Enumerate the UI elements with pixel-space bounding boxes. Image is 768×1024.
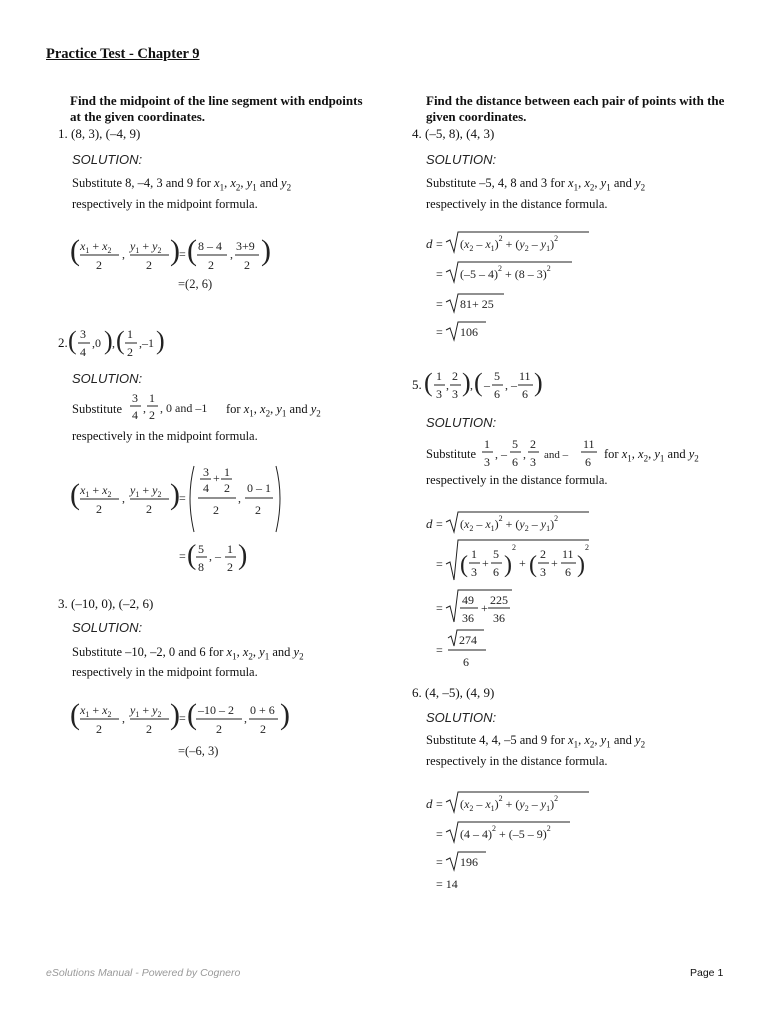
svg-text:2: 2 [149,408,155,422]
distance-formula-6 [424,788,604,898]
problem-number: 2. [58,335,68,350]
svg-text:1: 1 [149,391,155,405]
svg-text:11: 11 [583,437,595,451]
midpoint-formula-2 [64,460,289,578]
svg-text:=: = [436,601,443,615]
svg-text:3: 3 [530,455,536,469]
respectively-line: respectively in the midpoint formula. [72,197,258,211]
svg-text:4: 4 [80,345,86,359]
svg-text:–10 – 2: –10 – 2 [198,703,234,717]
substitute-line [426,446,476,462]
svg-text:1: 1 [436,369,442,383]
problem-1-label [58,126,140,142]
svg-text:5: 5 [198,542,204,556]
svg-text:3: 3 [436,387,442,401]
vars-line: for $x_1$, $x_2$, $y_1$ and $y_2$ [226,402,321,419]
svg-text:2: 2 [96,722,102,736]
svg-text:1: 1 [224,465,230,479]
svg-text:): ) [577,552,585,578]
svg-text:2: 2 [260,722,266,736]
svg-text:2: 2 [512,543,516,552]
svg-text:): ) [238,540,248,571]
svg-text:2: 2 [208,258,214,272]
problem-points: (8, 3), (–4, 9) [71,126,141,141]
svg-text:): ) [504,552,512,578]
svg-text:(: ( [70,478,80,511]
svg-text:5: 5 [494,369,500,383]
substitute-text: Substitute 4, 4, –5 and 9 for [426,733,565,747]
svg-text:(: ( [68,326,77,355]
svg-text:,: , [523,447,526,461]
svg-text:): ) [170,234,180,267]
substitute-text: Substitute [426,447,477,461]
svg-text:2: 2 [146,502,152,516]
svg-text:+: + [482,556,489,570]
svg-text:1: 1 [227,542,233,556]
page-title: Practice Test - Chapter 9 [46,46,200,62]
svg-text:1: 1 [127,327,133,341]
svg-text:=: = [436,827,443,841]
svg-text:, –: , – [209,549,221,563]
problem-2-label [58,335,68,351]
svg-text:3: 3 [484,455,490,469]
svg-text:2: 2 [224,481,230,495]
svg-text:,: , [143,401,146,415]
svg-text:d: d [426,796,433,811]
svg-text:,–1: ,–1 [139,336,154,350]
midpoint-formula-1 [64,228,284,298]
problem-2-points [68,322,168,364]
svg-text:y1 + y2: $y_1 + y_2$ [130,703,162,719]
solution-label: SOLUTION: [72,620,143,635]
svg-text:x1 + x2: $x_1 + x_2$ [80,239,112,255]
svg-text:, 0 and –1: , 0 and –1 [160,401,208,415]
svg-text:36: 36 [462,611,474,625]
problem-number: 6. [412,685,422,700]
svg-text:d: d [426,236,433,251]
svg-text:36: 36 [493,611,505,625]
svg-text:): ) [261,234,271,267]
svg-text:2: 2 [146,258,152,272]
svg-text:=: = [179,549,186,563]
svg-text:(x2 – x1)2 + (y2 – y1)2: $(x_2 - x_1)^2 + (y_2 - y_1)^2$ [460,514,559,533]
midpoint-result-1: =(2, 6) [178,277,213,291]
svg-text:(x2 – x1)2 + (y2 – y1)2: $(x_2 - x_1)^2 + (y_2 - y_1)^2$ [460,794,559,813]
svg-text:225: 225 [490,593,508,607]
respectively-line: respectively in the distance formula. [426,197,608,211]
svg-text:106: 106 [460,325,478,339]
solution-label: SOLUTION: [426,152,497,167]
svg-text:= 14: = 14 [436,877,458,891]
svg-text:2: 2 [216,722,222,736]
svg-text:(: ( [70,234,80,267]
midpoint-result-3: =(–6, 3) [178,744,219,758]
page-number: Page 1 [690,967,724,979]
svg-text:274: 274 [459,633,477,647]
svg-text:6: 6 [522,387,528,401]
svg-text:+: + [213,471,220,485]
respectively-line: respectively in the midpoint formula. [72,665,258,679]
svg-text:,: , [230,247,233,261]
svg-text:(: ( [187,698,197,731]
svg-text:2: 2 [255,503,261,517]
respectively-line: respectively in the distance formula. [426,473,608,487]
svg-text:,: , [470,378,473,392]
svg-text:): ) [462,368,471,397]
svg-text:5: 5 [512,437,518,451]
svg-text:2: 2 [585,543,589,552]
svg-text:,: , [244,711,247,725]
svg-text:0 – 1: 0 – 1 [247,481,271,495]
svg-text:6: 6 [585,455,591,469]
svg-text:6: 6 [512,455,518,469]
svg-text:4: 4 [203,481,209,495]
svg-text:(: ( [187,234,197,267]
problem-3-label [58,596,153,612]
svg-text:): ) [156,326,165,355]
svg-text:,: , [112,336,115,350]
svg-text:(: ( [460,552,468,578]
svg-text:=: = [436,643,443,657]
svg-text:,0: ,0 [92,336,101,350]
svg-text:6: 6 [565,565,571,579]
svg-text:, –: , – [495,447,507,461]
svg-text:=: = [179,491,186,505]
svg-text:): ) [170,478,180,511]
svg-text:): ) [280,698,290,731]
svg-text:=: = [436,237,443,251]
svg-text:81+ 25: 81+ 25 [460,297,494,311]
solution-label: SOLUTION: [72,371,143,386]
substitute-text: Substitute [72,402,123,416]
svg-text:6: 6 [494,387,500,401]
substitute-text: Substitute –5, 4, 8 and 3 for [426,176,565,190]
svg-text:6: 6 [493,565,499,579]
svg-text:): ) [104,326,113,355]
svg-text:y1 + y2: $y_1 + y_2$ [130,239,162,255]
svg-text:x1 + x2: $x_1 + x_2$ [80,703,112,719]
svg-text:0 + 6: 0 + 6 [250,703,275,717]
svg-text:4: 4 [132,408,138,422]
svg-text:3+9: 3+9 [236,239,255,253]
svg-text:8 – 4: 8 – 4 [198,239,222,253]
svg-text:5: 5 [493,547,499,561]
svg-text:2: 2 [213,503,219,517]
midpoint-formula-3 [64,694,294,742]
svg-text:y1 + y2: $y_1 + y_2$ [130,483,162,499]
svg-text:–: – [484,378,490,392]
svg-text:(–5 – 4)2 + (8 – 3)2: (–5 – 4)$^2$ + (8 – 3)$^2$ [460,264,551,281]
svg-text:=: = [179,711,186,725]
distance-formula-5 [424,508,604,676]
svg-text:2: 2 [540,547,546,561]
problem-points: (–5, 8), (4, 3) [425,126,495,141]
svg-text:=: = [179,247,186,261]
svg-text:x1 + x2: $x_1 + x_2$ [80,483,112,499]
svg-text:2: 2 [452,369,458,383]
solution-label: SOLUTION: [426,415,497,430]
svg-text:3: 3 [540,565,546,579]
right-instruction: Find the distance between each pair of points with the given coordinates. [426,93,725,124]
problem-5-points [424,364,544,406]
svg-text:49: 49 [462,593,474,607]
svg-text:(: ( [70,698,80,731]
svg-text:=: = [436,297,443,311]
svg-text:d: d [426,516,433,531]
problem-5-label [412,377,422,393]
svg-text:3: 3 [203,465,209,479]
svg-text:, –: , – [505,378,517,392]
svg-text:3: 3 [132,391,138,405]
problem-number: 5. [412,377,422,392]
problem-number: 3. [58,596,68,611]
substitute-text: Substitute –10, –2, 0 and 6 for [72,645,224,659]
svg-text:=: = [436,557,443,571]
left-instruction: Find the midpoint of the line segment with endpoints at the given coordinates. [70,93,363,124]
solution-label: SOLUTION: [72,152,143,167]
problem-points: (–10, 0), (–2, 6) [71,596,154,611]
svg-text:=: = [436,517,443,531]
svg-text:+: + [519,556,526,570]
svg-text:3: 3 [452,387,458,401]
svg-text:+: + [551,556,558,570]
svg-text:2: 2 [127,345,133,359]
respectively-line: respectively in the midpoint formula. [72,429,258,443]
distance-formula-4 [424,228,604,344]
substitute-line [72,401,122,417]
svg-text:196: 196 [460,855,478,869]
problem-6-label [412,685,494,701]
substitute-text: Substitute 8, –4, 3 and 9 for [72,176,211,190]
svg-text:(: ( [529,552,537,578]
substitute-line: Substitute 4, 4, –5 and 9 for $x_1$, $x_2$, $y_1$ and $y_2$ [426,733,646,750]
svg-text:(4 – 4)2 + (–5 – 9)2: (4 – 4)$^2$ + (–5 – 9)$^2$ [460,824,551,841]
svg-text:): ) [170,698,180,731]
svg-text:(x2 – x1)2 + (y2 – y1)2: $(x_2 - x_1)^2 + (y_2 - y_1)^2$ [460,234,559,253]
problem-4-label [412,126,494,142]
svg-text:=: = [436,267,443,281]
substitute-line: Substitute –5, 4, 8 and 3 for $x_1$, $x_2$, $y_1$ and $y_2$ [426,176,646,193]
svg-text:11: 11 [562,547,574,561]
svg-text:11: 11 [519,369,531,383]
svg-text:(: ( [116,326,125,355]
svg-text:2: 2 [530,437,536,451]
svg-text:,: , [122,247,125,261]
svg-text:(: ( [474,368,483,397]
svg-text:,: , [122,711,125,725]
vars-line: for $x_1$, $x_2$, $y_1$ and $y_2$ [604,447,699,464]
svg-text:8: 8 [198,560,204,574]
substitute-values-2 [128,390,240,426]
svg-text:): ) [534,368,543,397]
svg-text:3: 3 [80,327,86,341]
svg-text:=: = [436,325,443,339]
svg-text:3: 3 [471,565,477,579]
problem-number: 4. [412,126,422,141]
svg-text:2: 2 [244,258,250,272]
problem-points: (4, –5), (4, 9) [425,685,495,700]
svg-text:=: = [436,855,443,869]
svg-text:2: 2 [227,560,233,574]
svg-text:2: 2 [96,258,102,272]
svg-text:(: ( [424,368,433,397]
respectively-line: respectively in the distance formula. [426,754,608,768]
svg-text:1: 1 [471,547,477,561]
footer-source: eSolutions Manual - Powered by Cognero [46,967,241,979]
substitute-line: Substitute 8, –4, 3 and 9 for $x_1$, $x_2$, $y_1$ and $y_2$ [72,176,292,193]
svg-text:1: 1 [484,437,490,451]
svg-text:and –: and – [544,449,569,461]
svg-text:2: 2 [96,502,102,516]
svg-text:6: 6 [463,655,469,669]
substitute-values-5 [480,436,606,472]
svg-text:+: + [481,601,488,615]
svg-text:,: , [446,378,449,392]
svg-text:2: 2 [146,722,152,736]
solution-label: SOLUTION: [426,710,497,725]
svg-text:,: , [122,491,125,505]
svg-text:,: , [238,491,241,505]
svg-text:=: = [436,797,443,811]
problem-number: 1. [58,126,68,141]
substitute-line: Substitute –10, –2, 0 and 6 for $x_1$, $x_2$, $y_1$ and $y_2$ [72,645,304,662]
svg-text:(: ( [187,540,197,571]
